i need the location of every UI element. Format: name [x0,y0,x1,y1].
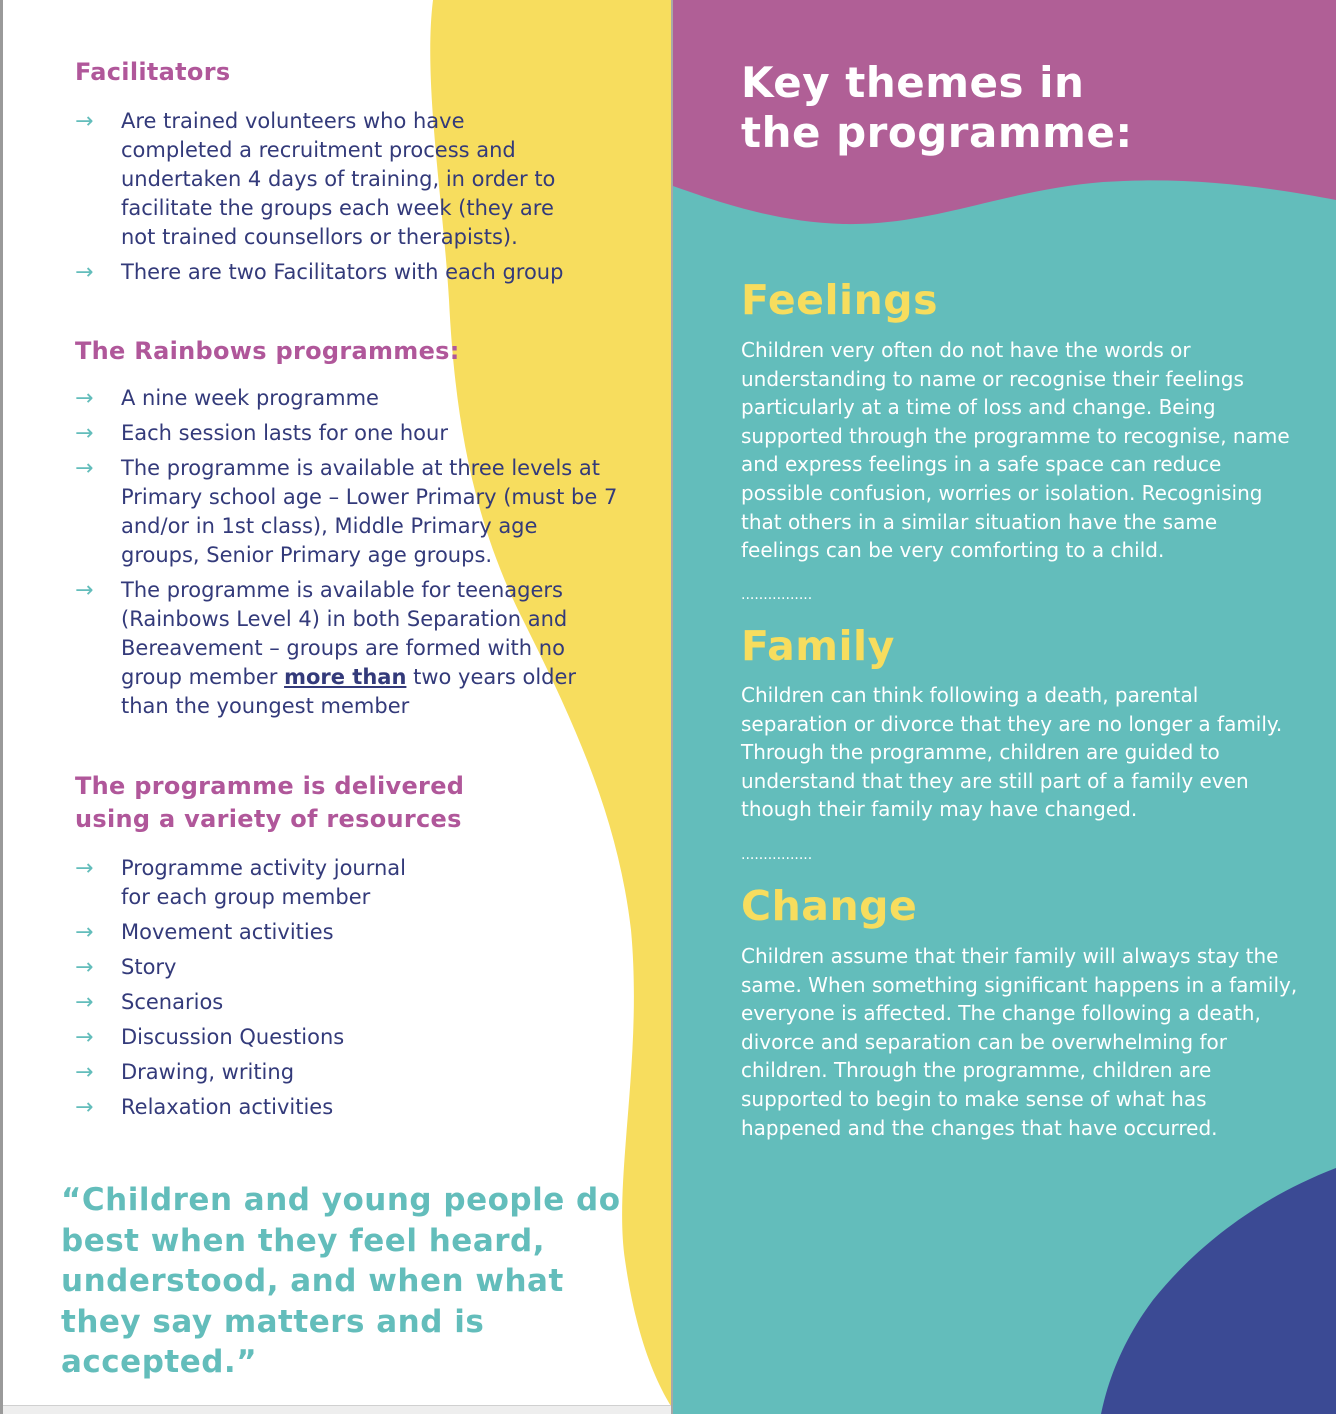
list-item: → Programme activity journal for each group member [75,856,407,909]
theme-title-feelings: Feelings [741,276,939,324]
theme-body-family: Children can think following a death, parental separation or divorce that they are no longer a family. Through the programme, children are guided to understand that they are still part of a family even though their family may have changed. [741,683,1283,822]
arrow-right-icon: → [75,109,94,134]
list-item: → The programme is available at three levels at Primary school age – Lower Primary (must be 7 and/or in 1st class), Middle Primary age groups, Senior Primary age groups. [75,456,618,567]
theme-title-change: Change [741,882,918,930]
more-than-link[interactable]: more than [284,665,407,689]
dotted-separator: ................ [741,587,813,603]
page-title: Key themes in the programme: [741,58,1133,157]
arrow-right-icon: → [75,456,94,481]
list-item: → Are trained volunteers who have completed a recruitment process and undertaken 4 days of training, in order to facilitate the groups each week (they are not trained counsellors or therapists). [75,109,556,249]
theme-body-change: Children assume that their family will always stay the same. When something significant happens in a family, everyone is affected. The change following a death, divorce and separation can be overwhelming for children. Through the programme, children are supported to begin to make sense of what has happened and the changes that have occurred. [741,944,1298,1140]
arrow-right-icon: → [75,1095,94,1120]
pull-quote: “Children and young people do best when they feel heard, understood, and when what they say matters and is accepted.” [61,1182,621,1380]
arrow-right-icon: → [75,955,94,980]
facilitators-heading: Facilitators [75,58,231,86]
theme-body-feelings: Children very often do not have the words or understanding to name or recognise their feelings particularly at a time of loss and change. Being supported through the programme to recognise, name and express feelings in a safe space can reduce possible confusion, worries or isolation. Recognising that others in a similar situation have the same feelings can be very comforting to a child. [741,338,1290,563]
resources-heading: The programme is delivered using a variety of resources [75,772,465,833]
list-item: → Relaxation activities [75,1095,334,1120]
arrow-right-icon: → [75,920,94,945]
page-bottom-edge [3,1405,673,1414]
list-item: → Movement activities [75,920,334,945]
list-item: → There are two Facilitators with each group [75,260,564,285]
list-item: → Each session lasts for one hour [75,421,448,446]
list-item: → Story [75,955,177,980]
rainbows-list [75,384,635,727]
arrow-right-icon: → [75,386,94,411]
list-item: → Discussion Questions [75,1025,345,1050]
list-item: → Drawing, writing [75,1060,295,1085]
arrow-right-icon: → [75,990,94,1015]
list-item: → Scenarios [75,990,224,1015]
arrow-right-icon: → [75,260,94,285]
dotted-separator: ................ [741,847,813,863]
arrow-right-icon: → [75,1025,94,1050]
rainbows-heading: The Rainbows programmes: [75,337,460,365]
arrow-right-icon: → [75,421,94,446]
right-panel [673,0,1336,1414]
arrow-right-icon: → [75,578,94,603]
arrow-right-icon: → [75,856,94,881]
list-item: → A nine week programme [75,386,379,411]
list-item: → The programme is available for teenagers (Rainbows Level 4) in both Separation and Bereavement – groups are formed with no group member more than two years older than the youngest member [75,578,577,718]
resources-list [75,854,635,1128]
facilitators-list [75,107,635,293]
theme-title-family: Family [741,622,895,670]
arrow-right-icon: → [75,1060,94,1085]
